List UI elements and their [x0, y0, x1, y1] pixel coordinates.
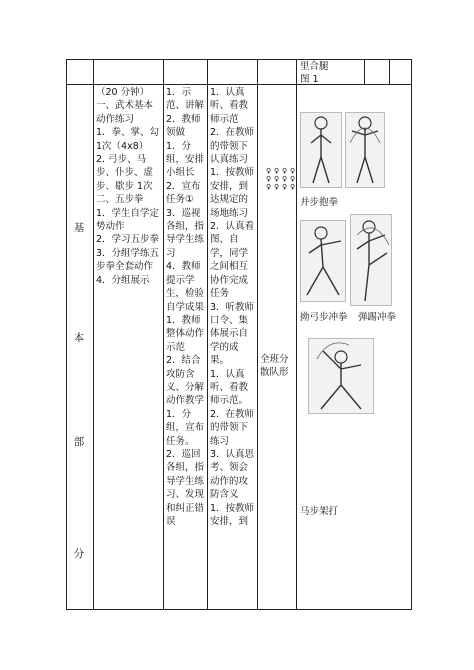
figure-drawing — [346, 113, 384, 187]
column-divider — [207, 59, 208, 610]
content-line: （20 分钟） — [96, 87, 150, 98]
content-line: 2. 弓步、马步、仆步、虚步、歇步 1次 — [96, 154, 154, 192]
student-marker-icon: ♀ — [290, 167, 296, 175]
content-line: 3．分组学练五步拳全套动作 — [96, 247, 160, 273]
student-marker-icon: ♀ — [282, 167, 288, 175]
student-marker-icon: ♀ — [290, 183, 296, 191]
student-marker-icon: ♀ — [274, 167, 280, 175]
student-marker-icon: ♀ — [266, 167, 272, 175]
student-line: 1．认真听、看教师示范。 — [210, 368, 249, 407]
organization-text: 全班分散队形 — [260, 354, 289, 379]
figure-caption: 弹踢冲拳 — [358, 312, 397, 323]
student-line: 2．在教师的带领下认真练习 — [210, 127, 255, 166]
section-char: 基 — [73, 222, 85, 234]
teacher-line: 3．巡视各组，指导学生练习 — [166, 207, 205, 259]
teacher-line: 4．教师提示学生，检验自学成果 — [166, 261, 205, 313]
formation-diagram — [262, 168, 298, 192]
student-line: 3．听教师口令、集体展示自学的成果。 — [210, 301, 255, 367]
teacher-line: 1．分组，宣布任务。 — [166, 408, 205, 447]
student-marker-icon: ♀ — [266, 175, 272, 183]
figure-drawing — [351, 215, 391, 305]
content-line: 2．学习五步拳 — [96, 234, 160, 246]
figure-drawing — [301, 113, 341, 187]
figure-title: 里合腿 — [300, 61, 329, 72]
student-marker-icon: ♀ — [290, 175, 296, 183]
student-line: 2．认真看图、自学，同学之间相互协作完成任务 — [210, 221, 255, 300]
student-marker-icon: ♀ — [274, 183, 280, 191]
martial-arts-figure-image — [345, 112, 385, 188]
column-divider — [364, 59, 365, 85]
student-line: 3．认真思考、领会动作的攻防含义 — [210, 448, 255, 501]
column-divider — [296, 59, 297, 610]
teacher-line: 2．教师领做 — [166, 113, 201, 139]
teacher-line: 1．分组，安排小组长 — [166, 140, 205, 179]
martial-arts-figure-image — [308, 338, 374, 414]
teacher-activity-column — [166, 86, 206, 528]
teacher-line: 2．宣布任务① — [166, 180, 201, 206]
teacher-line: 1．教师整体动作示范 — [166, 314, 205, 353]
figure-sub: 图 1 — [300, 74, 319, 86]
section-char: 本 — [73, 332, 85, 344]
content-column — [96, 86, 160, 287]
column-divider — [389, 59, 390, 85]
section-char: 部 — [73, 436, 85, 448]
student-line: 1．按教师安排，到达规定的场地练习 — [210, 167, 255, 219]
teacher-line: 2．巡回各组，指导学生练习、发现和纠正错误 — [166, 448, 205, 527]
student-marker-icon: ♀ — [266, 183, 272, 191]
martial-arts-figure-image — [350, 214, 392, 306]
student-marker-icon: ♀ — [282, 175, 288, 183]
teacher-line: 1．示范、讲解 — [166, 87, 205, 112]
martial-arts-figure-image — [300, 112, 342, 188]
content-line: 1．拳、掌、勾 1次（4x8） — [96, 127, 160, 152]
content-line: 4．分组展示 — [96, 274, 150, 286]
figure-caption: 并步抱拳 — [300, 197, 339, 208]
content-line: 一、武术基本动作练习 — [96, 100, 154, 125]
figure-caption: 拗弓步冲拳 — [300, 312, 348, 323]
column-divider — [411, 59, 412, 610]
section-char: 分 — [73, 548, 85, 560]
student-marker-icon: ♀ — [282, 183, 288, 191]
student-line: 1．按教师安排，到 — [210, 502, 255, 527]
column-divider — [93, 59, 94, 610]
martial-arts-figure-image — [300, 220, 346, 302]
student-line: 2．在教师的带领下练习 — [210, 408, 255, 447]
student-marker-icon: ♀ — [274, 175, 280, 183]
column-divider — [257, 59, 258, 610]
content-line: 1．学生自学定势动作 — [96, 207, 160, 233]
column-divider — [163, 59, 164, 610]
student-line: 1．认真听、看教师示范 — [210, 87, 249, 125]
figure-drawing — [309, 339, 373, 413]
figure-caption: 马步架打 — [300, 506, 339, 517]
content-line: 二、五步拳 — [96, 194, 144, 206]
teacher-line: 2．结合攻防含义、分解动作教学 — [166, 355, 205, 407]
top-figure-label — [300, 60, 362, 87]
table-bottom-border — [66, 609, 412, 610]
figure-drawing — [301, 221, 345, 301]
student-activity-column — [210, 86, 256, 528]
